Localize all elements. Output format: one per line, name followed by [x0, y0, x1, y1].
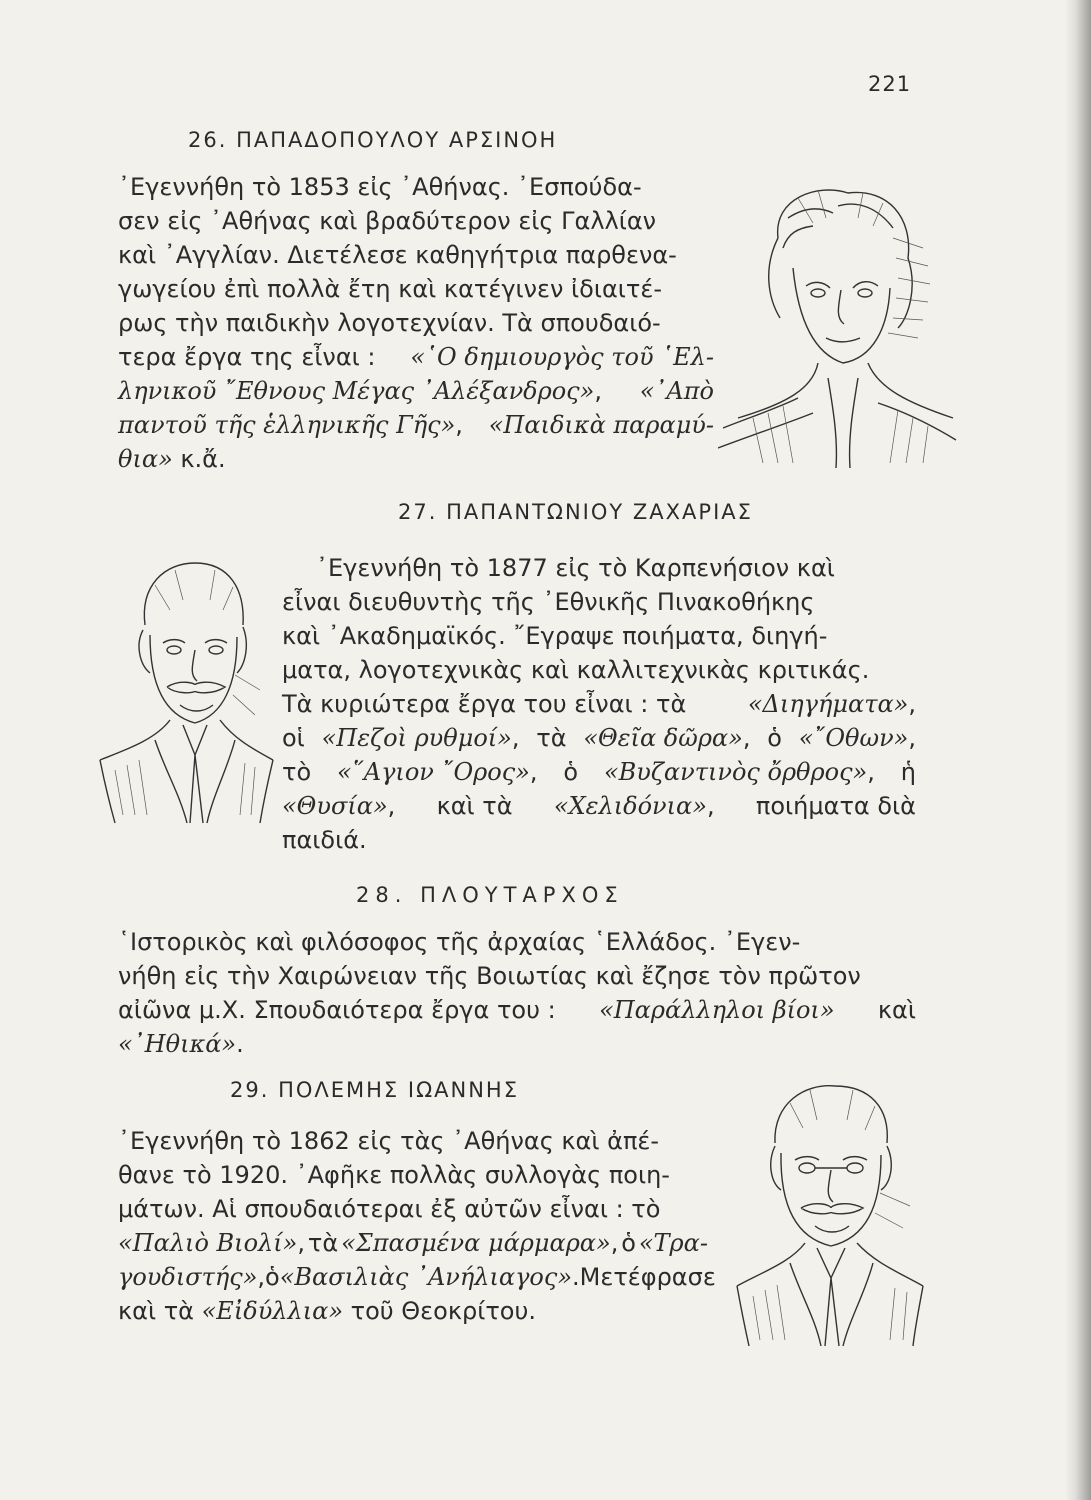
text-line: ρως τὴν παιδικὴν λογοτεχνίαν. Τὰ σπουδαιό- [118, 309, 661, 337]
work-title: γουδιστής» [118, 1263, 258, 1291]
work-title: «Βυζαντινὸς ὄρθρος» [603, 758, 868, 786]
entry-29-heading: 29. ΠΟΛΕΜΗΣ ΙΩΑΝΝΗΣ [230, 1078, 519, 1102]
text-line [118, 993, 916, 1027]
text-line [118, 340, 714, 374]
text-line [118, 442, 714, 476]
text-line: νήθη εἰς τὴν Χαιρώνειαν τῆς Βοιωτίας καὶ ἔζησε τὸν πρῶτον [118, 962, 861, 990]
text-line: «Παλιὸ Βιολί», τὰ «Σπασμένα μάρμαρα», ὁ «Τρα- [118, 1226, 708, 1260]
text-fragment: οἱ [282, 724, 305, 752]
text-fragment: ὁ [563, 758, 579, 786]
work-title: «Σπασμένα μάρμαρα» [341, 1229, 611, 1257]
text-fragment: αἰῶνα μ.Χ. Σπουδαιότερα ἔργα του : [118, 996, 556, 1024]
work-title: «Χελιδόνια» [553, 792, 707, 820]
text-line: παντοῦ τῆς ἑλληνικῆς Γῆς», «Παιδικὰ παραμύ- [118, 408, 714, 442]
portrait-papantoniou [95, 555, 275, 825]
work-title: «Εἰδύλλια» [201, 1297, 343, 1325]
text-line: εἶναι διευθυντὴς τῆς ᾿Εθνικῆς Πινακοθήκης [282, 588, 815, 616]
text-fragment: τὰ [307, 1229, 339, 1257]
text-fragment: τὰ [536, 724, 567, 752]
work-title: «Πεζοὶ ρυθμοί» [321, 724, 512, 752]
text-fragment: ἡ [900, 758, 916, 786]
work-title: «Παλιὸ Βιολί» [118, 1229, 298, 1257]
work-title: «Βασιλιὰς ᾿Ανήλιαγος» [279, 1263, 572, 1291]
text-line: ληνικοῦ ῎Εθνους Μέγας ᾿Αλέξανδρος», «᾿Απὸ [118, 374, 714, 408]
work-title: «᾿Απὸ [639, 377, 714, 405]
text-line: Τὰ κυριώτερα ἔργα του εἶναι : τὰ «Διηγήματα», [282, 687, 916, 721]
text-line: καὶ ᾿Αγγλίαν. Διετέλεσε καθηγήτρια παρθενα- [118, 241, 677, 269]
text-line: ᾿Εγεννήθη τὸ 1862 εἰς τὰς ᾿Αθήνας καὶ ἀπέ- [118, 1127, 660, 1155]
text-fragment: καὶ τὰ [118, 1297, 194, 1325]
entry-26-heading: 26. ΠΑΠΑΔΟΠΟΥΛΟΥ ΑΡΣΙΝΟΗ [188, 128, 558, 152]
text-fragment: ὁ [767, 724, 782, 752]
work-title: «῎Οθων» [798, 724, 909, 752]
entry-26-body [118, 170, 714, 476]
text-fragment: ποιήματα διὰ [755, 792, 916, 820]
text-fragment: καὶ τὰ [436, 792, 513, 820]
text-fragment: κ.ἄ. [180, 445, 226, 473]
text-line: ματα, λογοτεχνικὰς καὶ καλλιτεχνικὰς κριτικάς. [282, 656, 870, 684]
portrait-papadopoulou [718, 178, 958, 468]
text-fragment: τὸ [282, 758, 312, 786]
entry-29-body [118, 1124, 716, 1328]
text-fragment: ὁ [621, 1229, 636, 1257]
entry-27-body [282, 551, 916, 857]
text-line: καὶ ᾿Ακαδημαϊκός. ῎Εγραψε ποιήματα, διηγή- [282, 622, 828, 650]
text-fragment: Μετέφρασε [579, 1263, 716, 1291]
work-title: «Θυσία» [282, 792, 388, 820]
page-number: 221 [868, 72, 912, 96]
work-title: θια» [118, 445, 173, 473]
text-line: θανε τὸ 1920. ᾿Αφῆκε πολλὰς συλλογὰς ποιη- [118, 1161, 670, 1189]
text-fragment: ὁ [265, 1263, 280, 1291]
text-line: μάτων. Αἱ σπουδαιότεραι ἐξ αὐτῶν εἶναι : τὸ [118, 1195, 661, 1223]
text-fragment: τερα ἔργα της εἶναι : [118, 343, 376, 371]
text-line: «᾿Ηθικά». [118, 1030, 244, 1058]
entry-28-heading: 28. ΠΛΟΥΤΑΡΧΟΣ [356, 883, 624, 907]
work-title: «῾Ο δημιουργὸς τοῦ ῾Ελ- [410, 343, 714, 371]
text-line: ᾿Εγεννήθη τὸ 1877 εἰς τὸ Καρπενήσιον καὶ [316, 554, 835, 582]
work-title: «Διηγήματα» [747, 690, 909, 718]
entry-27-heading: 27. ΠΑΠΑΝΤΩΝΙΟΥ ΖΑΧΑΡΙΑΣ [398, 500, 753, 524]
text-fragment: τοῦ Θεοκρίτου. [350, 1297, 536, 1325]
work-title: «Παιδικὰ παραμύ- [488, 411, 714, 439]
work-title: «῞Αγιον ῎Ορος» [337, 758, 530, 786]
work-title: «Θεῖα δῶρα» [583, 724, 743, 752]
work-title: «᾿Ηθικά» [118, 1030, 237, 1058]
work-title: ληνικοῦ ῎Εθνους Μέγας ᾿Αλέξανδρος» [118, 377, 595, 405]
work-title: «Παράλληλοι βίοι» [599, 996, 835, 1024]
text-fragment: καὶ [877, 996, 916, 1024]
text-line: σεν εἰς ᾿Αθήνας καὶ βραδύτερον εἰς Γαλλίαν [118, 207, 657, 235]
text-line: «Θυσία», καὶ τὰ «Χελιδόνια», ποιήματα διὰ [282, 789, 916, 823]
text-line: τὸ «῞Αγιον ῎Ορος», ὁ «Βυζαντινὸς ὄρθρος», ἡ [282, 755, 916, 789]
page-edge-shadow [1065, 0, 1091, 1500]
text-line: οἱ «Πεζοὶ ρυθμοί», τὰ «Θεῖα δῶρα», ὁ «῎Οθων», [282, 721, 916, 755]
text-line: γωγείου ἐπὶ πολλὰ ἔτη καὶ κατέγινεν ἰδιαιτέ- [118, 275, 663, 303]
text-fragment: Τὰ κυριώτερα ἔργα του εἶναι : τὰ [282, 690, 687, 718]
text-line: παιδιά. [282, 826, 367, 854]
text-line: γουδιστής», ὁ «Βασιλιὰς ᾿Ανήλιαγος». Μετέφρασε [118, 1260, 708, 1294]
entry-28-body [118, 925, 916, 1061]
text-line: ᾿Εγεννήθη τὸ 1853 εἰς ᾿Αθήνας. ᾿Εσπούδα- [118, 173, 642, 201]
text-line: ῾Ιστορικὸς καὶ φιλόσοφος τῆς ἀρχαίας ῾Ελλάδος. ᾿Εγεν- [118, 928, 801, 956]
work-title: παντοῦ τῆς ἑλληνικῆς Γῆς» [118, 411, 456, 439]
portrait-polemis [735, 1078, 925, 1348]
text-line [118, 1294, 708, 1328]
work-title: «Τρα- [638, 1229, 708, 1257]
